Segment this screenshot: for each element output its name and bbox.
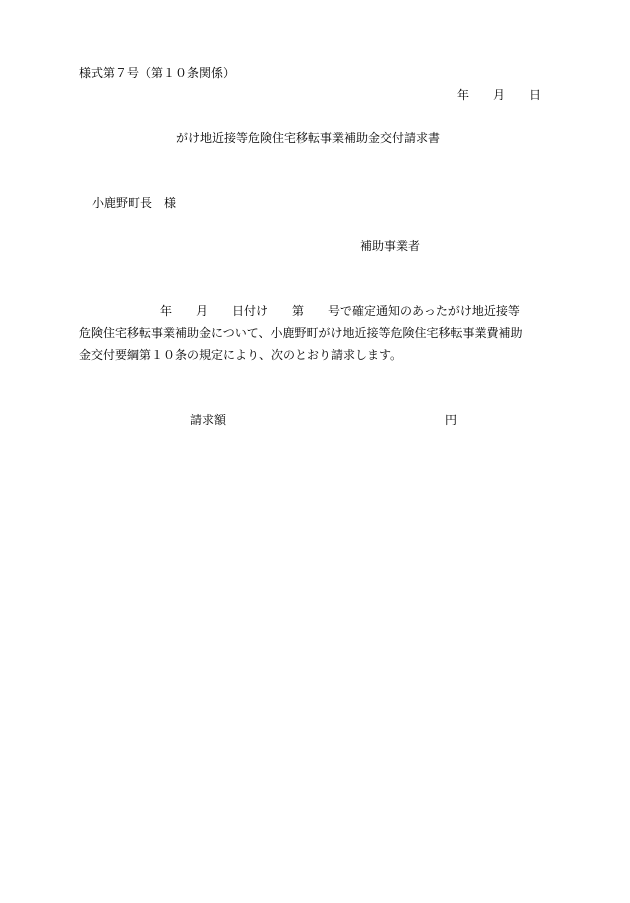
form-number: 様式第７号（第１０条関係） [79, 66, 236, 80]
body-line: 金交付要綱第１０条の規定により、次のとおり請求します。 [79, 348, 403, 362]
document-title: がけ地近接等危険住宅移転事業補助金交付請求書 [176, 131, 441, 145]
body-line: 年 月 日付け 第 号で確定通知のあったがけ地近接等 [160, 304, 520, 318]
amount-label: 請求額 [190, 413, 227, 427]
date-line: 年 月 日 [457, 88, 542, 102]
addressee: 小鹿野町長 様 [92, 196, 177, 210]
body-line: 危険住宅移転事業補助金について、小鹿野町がけ地近接等危険住宅移転事業費補助 [79, 326, 523, 340]
applicant-label: 補助事業者 [360, 239, 421, 253]
amount-unit: 円 [445, 413, 458, 427]
